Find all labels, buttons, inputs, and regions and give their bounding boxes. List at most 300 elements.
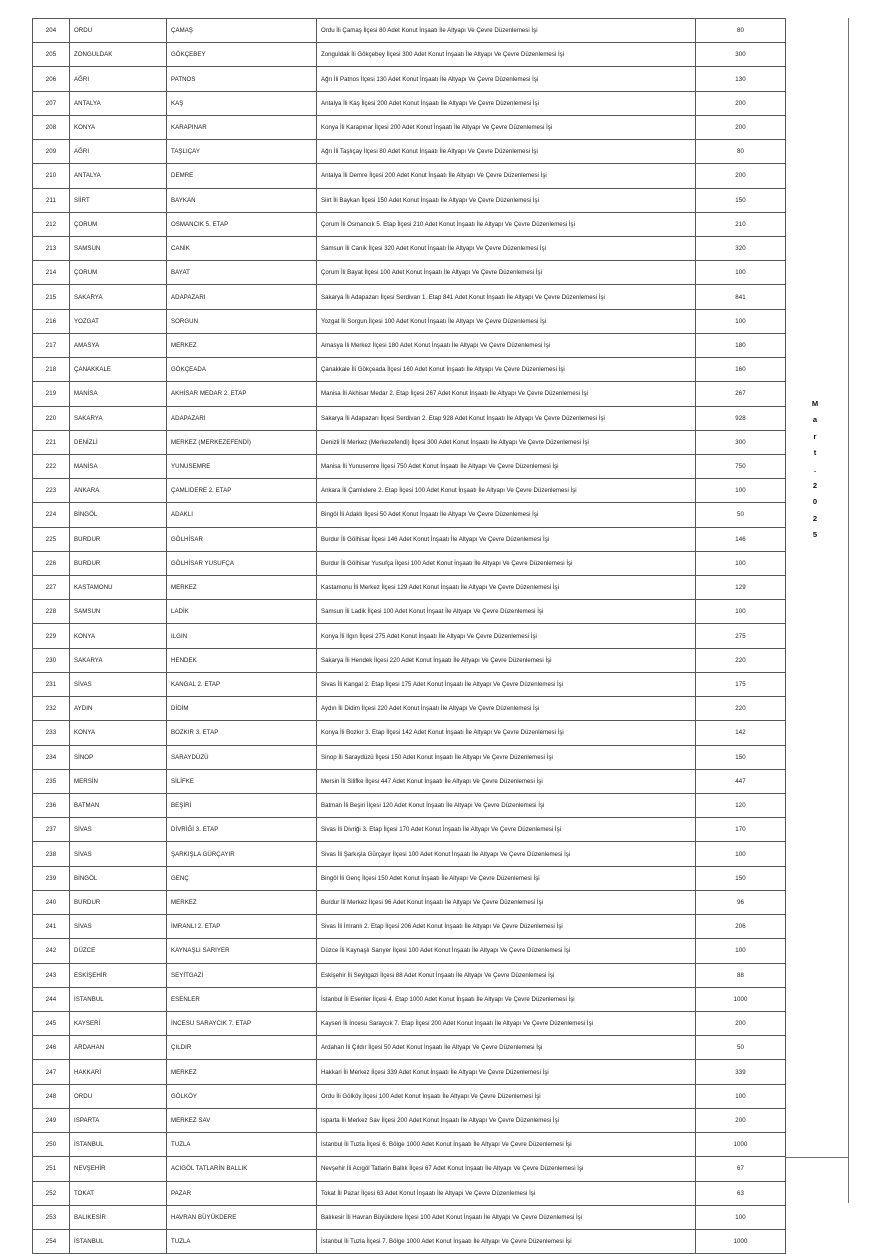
project-description: Sivas İli Kangal 2. Etap İlçesi 175 Adet Konut İnşaatı İle Altyapı Ve Çevre Düzenlemesi İşi: [317, 672, 696, 696]
table-row: [33, 382, 786, 406]
housing-count: 320: [696, 236, 786, 260]
housing-count: 146: [696, 527, 786, 551]
housing-count: 220: [696, 648, 786, 672]
date-letter: .: [813, 464, 817, 474]
province-name: İSTANBUL: [70, 1133, 167, 1157]
row-number: 252: [33, 1181, 70, 1205]
province-name: TOKAT: [70, 1181, 167, 1205]
housing-count: 1000: [696, 1133, 786, 1157]
housing-count: 750: [696, 454, 786, 478]
row-number: 223: [33, 479, 70, 503]
project-description: Hakkari İli Merkez İlçesi 339 Adet Konut İnşaatı İle Altyapı Ve Çevre Düzenlemesi İşi: [317, 1060, 696, 1084]
project-description: Mersin İli Silifke İlçesi 447 Adet Konut İnşaatı İle Altyapı Ve Çevre Düzenlemesi İşi: [317, 769, 696, 793]
housing-count: 150: [696, 866, 786, 890]
date-letter: 5: [812, 530, 818, 540]
district-name: BEŞİRİ: [167, 794, 317, 818]
province-name: BİNGÖL: [70, 503, 167, 527]
province-name: AĞRI: [70, 67, 167, 91]
province-name: BURDUR: [70, 527, 167, 551]
province-name: KAYSERİ: [70, 1011, 167, 1035]
row-number: 222: [33, 454, 70, 478]
housing-count: 50: [696, 1036, 786, 1060]
row-number: 207: [33, 91, 70, 115]
table-row: [33, 1011, 786, 1035]
project-description: Bingöl İli Adaklı İlçesi 50 Adet Konut İnşaatı İle Altyapı Ve Çevre Düzenlemesi İşi: [317, 503, 696, 527]
date-letter: 0: [812, 497, 818, 507]
table-row: [33, 212, 786, 236]
housing-count: 80: [696, 19, 786, 43]
project-description: Konya İli Ilgın İlçesi 275 Adet Konut İnşaatı İle Altyapı Ve Çevre Düzenlemesi İşi: [317, 624, 696, 648]
province-name: ANTALYA: [70, 91, 167, 115]
province-name: KONYA: [70, 115, 167, 139]
table-row: [33, 1181, 786, 1205]
housing-count: 100: [696, 1084, 786, 1108]
project-description: Nevşehir İli Acıgöl Tatlarin Ballık İlçesi 67 Adet Konut İnşaatı İle Altyapı Ve Çevre Düzenlemesi İşi: [317, 1157, 696, 1181]
housing-count: 63: [696, 1181, 786, 1205]
province-name: YOZGAT: [70, 309, 167, 333]
project-description: Ordu İli Gölköy İlçesi 100 Adet Konut İnşaatı İle Altyapı Ve Çevre Düzenlemesi İşi: [317, 1084, 696, 1108]
project-description: Samsun İli Canik İlçesi 320 Adet Konut İnşaatı İle Altyapı Ve Çevre Düzenlemesi İşi: [317, 236, 696, 260]
housing-count: 200: [696, 91, 786, 115]
project-description: İstanbul İli Esenler İlçesi 4. Etap 1000 Adet Konut İnşaatı İle Altyapı Ve Çevre Düzenlemesi İşi: [317, 987, 696, 1011]
district-name: GÖLHİSAR: [167, 527, 317, 551]
project-description: Sivas İli İmranlı 2. Etap İlçesi 206 Adet Konut İnşaatı İle Altyapı Ve Çevre Düzenlemesi İşi: [317, 915, 696, 939]
table-row: [33, 1060, 786, 1084]
table-row: [33, 188, 786, 212]
district-name: ÇILDIR: [167, 1036, 317, 1060]
project-description: Çorum İli Bayat İlçesi 100 Adet Konut İnşaatı İle Altyapı Ve Çevre Düzenlemesi İşi: [317, 261, 696, 285]
project-description: Aydın İli Didim İlçesi 220 Adet Konut İnşaatı İle Altyapı Ve Çevre Düzenlemesi İşi: [317, 697, 696, 721]
district-name: GÖLHİSAR YUSUFÇA: [167, 551, 317, 575]
row-number: 230: [33, 648, 70, 672]
housing-count: 928: [696, 406, 786, 430]
district-name: BOZKIR 3. ETAP: [167, 721, 317, 745]
project-description: Konya İli Karapınar İlçesi 200 Adet Konut İnşaatı İle Altyapı Ve Çevre Düzenlemesi İşi: [317, 115, 696, 139]
table-row: [33, 939, 786, 963]
row-number: 226: [33, 551, 70, 575]
row-number: 213: [33, 236, 70, 260]
province-name: BALIKESİR: [70, 1205, 167, 1229]
project-description: Kastamonu İli Merkez İlçesi 129 Adet Konut İnşaatı İle Altyapı Ve Çevre Düzenlemesi İşi: [317, 576, 696, 600]
province-name: MANİSA: [70, 382, 167, 406]
date-letter: 2: [812, 481, 818, 491]
table-row: [33, 987, 786, 1011]
table-row: [33, 333, 786, 357]
housing-count: 96: [696, 890, 786, 914]
housing-count: 100: [696, 842, 786, 866]
province-name: SİİRT: [70, 188, 167, 212]
province-name: AMASYA: [70, 333, 167, 357]
district-name: MERKEZ (MERKEZEFENDİ): [167, 430, 317, 454]
province-name: ÇANAKKALE: [70, 358, 167, 382]
district-name: ILGIN: [167, 624, 317, 648]
housing-count: 100: [696, 309, 786, 333]
table-row: [33, 1133, 786, 1157]
project-description: Antalya İli Demre İlçesi 200 Adet Konut İnşaatı İle Altyapı Ve Çevre Düzenlemesi İşi: [317, 164, 696, 188]
housing-count: 130: [696, 67, 786, 91]
district-name: ÇAMLIDERE 2. ETAP: [167, 479, 317, 503]
province-name: ÇORUM: [70, 261, 167, 285]
row-number: 236: [33, 794, 70, 818]
row-number: 248: [33, 1084, 70, 1108]
housing-count: 120: [696, 794, 786, 818]
province-name: SAMSUN: [70, 600, 167, 624]
province-name: MANİSA: [70, 454, 167, 478]
province-name: KONYA: [70, 624, 167, 648]
table-row: [33, 1205, 786, 1229]
province-name: NEVŞEHİR: [70, 1157, 167, 1181]
district-name: ÇAMAŞ: [167, 19, 317, 43]
date-letter: r: [813, 431, 817, 441]
project-description: Yozgat İli Sorgun İlçesi 100 Adet Konut İnşaatı İle Altyapı Ve Çevre Düzenlemesi İşi: [317, 309, 696, 333]
province-name: ANTALYA: [70, 164, 167, 188]
district-name: GÖKÇEBEY: [167, 43, 317, 67]
table-row: [33, 576, 786, 600]
district-name: PATNOS: [167, 67, 317, 91]
table-row: [33, 697, 786, 721]
table-row: [33, 745, 786, 769]
district-name: OSMANCIK 5. ETAP: [167, 212, 317, 236]
row-number: 216: [33, 309, 70, 333]
row-number: 209: [33, 140, 70, 164]
project-description: Bingöl İli Genç İlçesi 150 Adet Konut İnşaatı İle Altyapı Ve Çevre Düzenlemesi İşi: [317, 866, 696, 890]
project-description: Ardahan İli Çıldır İlçesi 50 Adet Konut İnşaatı İle Altyapı Ve Çevre Düzenlemesi İşi: [317, 1036, 696, 1060]
province-name: SİVAS: [70, 915, 167, 939]
project-description: Sivas İli Divriği 3. Etap İlçesi 170 Adet Konut İnşaatı İle Altyapı Ve Çevre Düzenlemesi İşi: [317, 818, 696, 842]
project-description: Ağrı İli Taşlıçay İlçesi 80 Adet Konut İnşaatı İle Altyapı Ve Çevre Düzenlemesi İşi: [317, 140, 696, 164]
row-number: 231: [33, 672, 70, 696]
row-number: 220: [33, 406, 70, 430]
housing-count: 447: [696, 769, 786, 793]
housing-count: 142: [696, 721, 786, 745]
table-row: [33, 1084, 786, 1108]
row-number: 247: [33, 1060, 70, 1084]
row-number: 208: [33, 115, 70, 139]
table-row: [33, 285, 786, 309]
district-name: SEYİTGAZİ: [167, 963, 317, 987]
province-name: HAKKARİ: [70, 1060, 167, 1084]
vertical-date-label: [803, 396, 827, 544]
table-row: [33, 915, 786, 939]
project-description: Sivas İli Şarkışla Gürçayır İlçesi 100 Adet Konut İnşaatı İle Altyapı Ve Çevre Düzenlemesi İşi: [317, 842, 696, 866]
row-number: 254: [33, 1229, 70, 1253]
row-number: 227: [33, 576, 70, 600]
district-name: DİDİM: [167, 697, 317, 721]
housing-count: 50: [696, 503, 786, 527]
housing-count: 339: [696, 1060, 786, 1084]
table-row: [33, 479, 786, 503]
housing-count: 200: [696, 1011, 786, 1035]
province-name: İSTANBUL: [70, 987, 167, 1011]
row-number: 232: [33, 697, 70, 721]
province-name: ORDU: [70, 19, 167, 43]
project-description: Denizli İli Merkez (Merkezefendi) İlçesi 300 Adet Konut İnşaatı İle Altyapı Ve Çevre Düzenlemesi İşi: [317, 430, 696, 454]
bottom-margin-rule: [785, 1157, 849, 1158]
province-name: MERSİN: [70, 769, 167, 793]
project-description: Zonguldak İli Gökçebey İlçesi 300 Adet Konut İnşaatı İle Altyapı Ve Çevre Düzenlemesi İşi: [317, 43, 696, 67]
housing-count: 180: [696, 333, 786, 357]
project-description: Sinop İli Saraydüzü İlçesi 150 Adet Konut İnşaatı İle Altyapı Ve Çevre Düzenlemesi İşi: [317, 745, 696, 769]
housing-count: 150: [696, 745, 786, 769]
district-name: YUNUSEMRE: [167, 454, 317, 478]
table-row: [33, 866, 786, 890]
province-name: BİNGÖL: [70, 866, 167, 890]
project-description: Çorum İli Osmancık 5. Etap İlçesi 210 Adet Konut İnşaatı İle Altyapı Ve Çevre Düzenlemesi İşi: [317, 212, 696, 236]
housing-count: 206: [696, 915, 786, 939]
housing-count: 220: [696, 697, 786, 721]
table-row: [33, 1229, 786, 1253]
district-name: HAVRAN BÜYÜKDERE: [167, 1205, 317, 1229]
district-name: TUZLA: [167, 1133, 317, 1157]
district-name: KAŞ: [167, 91, 317, 115]
district-name: MERKEZ: [167, 1060, 317, 1084]
table-row: [33, 1108, 786, 1132]
district-name: DİVRİĞİ 3. ETAP: [167, 818, 317, 842]
housing-count: 100: [696, 600, 786, 624]
table-row: [33, 236, 786, 260]
project-description: Ankara İli Çamlıdere 2. Etap İlçesi 100 Adet Konut İnşaatı İle Altyapı Ve Çevre Düzenlemesi İşi: [317, 479, 696, 503]
table-row: [33, 527, 786, 551]
table-row: [33, 67, 786, 91]
row-number: 234: [33, 745, 70, 769]
district-name: SORGUN: [167, 309, 317, 333]
project-description: Amasya İli Merkez İlçesi 180 Adet Konut İnşaatı İle Altyapı Ve Çevre Düzenlemesi İşi: [317, 333, 696, 357]
row-number: 221: [33, 430, 70, 454]
province-name: KONYA: [70, 721, 167, 745]
district-name: BAYAT: [167, 261, 317, 285]
row-number: 245: [33, 1011, 70, 1035]
row-number: 237: [33, 818, 70, 842]
right-margin-rule: [848, 18, 849, 1203]
district-name: MERKEZ: [167, 890, 317, 914]
housing-count: 129: [696, 576, 786, 600]
row-number: 250: [33, 1133, 70, 1157]
project-description: Siirt İli Baykan İlçesi 150 Adet Konut İnşaatı İle Altyapı Ve Çevre Düzenlemesi İşi: [317, 188, 696, 212]
table-row: [33, 842, 786, 866]
table-row: [33, 454, 786, 478]
table-row: [33, 672, 786, 696]
row-number: 228: [33, 600, 70, 624]
district-name: SİLİFKE: [167, 769, 317, 793]
project-description: Tokat İli Pazar İlçesi 63 Adet Konut İnşaatı İle Altyapı Ve Çevre Düzenlemesi İşi: [317, 1181, 696, 1205]
project-description: Eskişehir İli Seyitgazi İlçesi 88 Adet Konut İnşaatı İle Altyapı Ve Çevre Düzenlemesi İşi: [317, 963, 696, 987]
table-row: [33, 503, 786, 527]
district-name: ADAPAZARI: [167, 406, 317, 430]
province-name: BATMAN: [70, 794, 167, 818]
project-description: Kayseri İli İncesu Saraycık 7. Etap İlçesi 200 Adet Konut İnşaatı İle Altyapı Ve Çevre Düzenlemesi İşi: [317, 1011, 696, 1035]
project-description: Burdur İli Gölhisar İlçesi 146 Adet Konut İnşaatı İle Altyapı Ve Çevre Düzenlemesi İşi: [317, 527, 696, 551]
housing-count: 100: [696, 1205, 786, 1229]
district-name: ŞARKIŞLA GÜRÇAYIR: [167, 842, 317, 866]
housing-count: 210: [696, 212, 786, 236]
project-table-container: [32, 18, 785, 1254]
row-number: 219: [33, 382, 70, 406]
table-row: [33, 1157, 786, 1181]
district-name: KAYNAŞLI SARIYER: [167, 939, 317, 963]
row-number: 217: [33, 333, 70, 357]
province-name: ANKARA: [70, 479, 167, 503]
table-row: [33, 818, 786, 842]
province-name: KASTAMONU: [70, 576, 167, 600]
project-table: [32, 18, 786, 1254]
project-description: Ordu İli Çamaş İlçesi 80 Adet Konut İnşaatı İle Altyapı Ve Çevre Düzenlemesi İşi: [317, 19, 696, 43]
row-number: 249: [33, 1108, 70, 1132]
province-name: ISPARTA: [70, 1108, 167, 1132]
project-description: Burdur İli Gölhisar Yusufça İlçesi 100 Adet Konut İnşaatı İle Altyapı Ve Çevre Düzenlemesi İşi: [317, 551, 696, 575]
date-letter: M: [811, 399, 819, 408]
project-description: Batman İli Beşiri İlçesi 120 Adet Konut İnşaatı İle Altyapı Ve Çevre Düzenlemesi İşi: [317, 794, 696, 818]
table-row: [33, 600, 786, 624]
province-name: SİVAS: [70, 842, 167, 866]
housing-count: 267: [696, 382, 786, 406]
province-name: SAMSUN: [70, 236, 167, 260]
province-name: ESKİŞEHİR: [70, 963, 167, 987]
housing-count: 200: [696, 115, 786, 139]
district-name: MERKEZ SAV: [167, 1108, 317, 1132]
housing-count: 88: [696, 963, 786, 987]
table-row: [33, 140, 786, 164]
province-name: DÜZCE: [70, 939, 167, 963]
district-name: KARAPINAR: [167, 115, 317, 139]
row-number: 244: [33, 987, 70, 1011]
project-description: Konya İli Bozkır 3. Etap İlçesi 142 Adet Konut İnşaatı İle Altyapı Ve Çevre Düzenlemesi İşi: [317, 721, 696, 745]
project-description: Samsun İli Ladik İlçesi 100 Adet Konut İnşaat İle Altyapı Ve Çevre Düzenlemesi İşi: [317, 600, 696, 624]
table-row: [33, 1036, 786, 1060]
district-name: AKHİSAR MEDAR 2. ETAP: [167, 382, 317, 406]
table-row: [33, 890, 786, 914]
project-description: İstanbul İli Tuzla İlçesi 6. Bölge 1000 Adet Konut İnşaatı İle Altyapı Ve Çevre Düzenlemesi İşi: [317, 1133, 696, 1157]
housing-count: 300: [696, 430, 786, 454]
table-row: [33, 648, 786, 672]
province-name: SİVAS: [70, 818, 167, 842]
province-name: SİNOP: [70, 745, 167, 769]
housing-count: 80: [696, 140, 786, 164]
row-number: 214: [33, 261, 70, 285]
row-number: 246: [33, 1036, 70, 1060]
project-description: Sakarya İli Hendek İlçesi 220 Adet Konut İnşaatı İle Altyapı Ve Çevre Düzenlemesi İşi: [317, 648, 696, 672]
row-number: 204: [33, 19, 70, 43]
row-number: 253: [33, 1205, 70, 1229]
date-letter: a: [812, 415, 818, 425]
project-description: Manisa İli Yunusemre İlçesi 750 Adet Konut İnşaatı İle Altyapı Ve Çevre Düzenlemesi İşi: [317, 454, 696, 478]
district-name: TAŞLIÇAY: [167, 140, 317, 164]
table-row: [33, 261, 786, 285]
province-name: BURDUR: [70, 551, 167, 575]
district-name: MERKEZ: [167, 576, 317, 600]
district-name: PAZAR: [167, 1181, 317, 1205]
province-name: BURDUR: [70, 890, 167, 914]
row-number: 224: [33, 503, 70, 527]
housing-count: 300: [696, 43, 786, 67]
row-number: 205: [33, 43, 70, 67]
table-row: [33, 309, 786, 333]
row-number: 239: [33, 866, 70, 890]
table-row: [33, 358, 786, 382]
row-number: 233: [33, 721, 70, 745]
project-description: Balıkesir İli Havran Büyükdere İlçesi 100 Adet Konut İnşaatı İle Altyapı Ve Çevre Düzenlemesi İşi: [317, 1205, 696, 1229]
housing-count: 67: [696, 1157, 786, 1181]
project-description: İstanbul İli Tuzla İlçesi 7. Bölge 1000 Adet Konut İnşaatı İle Altyapı Ve Çevre Düzenlemesi İşi: [317, 1229, 696, 1253]
district-name: BAYKAN: [167, 188, 317, 212]
district-name: İNCESU SARAYCIK 7. ETAP: [167, 1011, 317, 1035]
province-name: SAKARYA: [70, 285, 167, 309]
date-letter: 2: [812, 513, 818, 523]
project-description: Burdur İli Merkez İlçesi 96 Adet Konut İnşaatı İle Altyapı Ve Çevre Düzenlemesi İşi: [317, 890, 696, 914]
province-name: ZONGULDAK: [70, 43, 167, 67]
row-number: 242: [33, 939, 70, 963]
district-name: GÖLKÖY: [167, 1084, 317, 1108]
housing-count: 170: [696, 818, 786, 842]
row-number: 235: [33, 769, 70, 793]
project-description: Sakarya İli Adapazarı İlçesi Serdivan 1. Etap 841 Adet Konut İnşaatı İle Altyapı Ve Çevre Düzenlemesi İşi: [317, 285, 696, 309]
housing-count: 175: [696, 672, 786, 696]
project-description: Çanakkale İli Gökçeada İlçesi 160 Adet Konut İnşaatı İle Altyapı Ve Çevre Düzenlemesi İşi: [317, 358, 696, 382]
table-row: [33, 406, 786, 430]
housing-count: 1000: [696, 987, 786, 1011]
district-name: DEMRE: [167, 164, 317, 188]
district-name: İMRANLI 2. ETAP: [167, 915, 317, 939]
table-row: [33, 91, 786, 115]
province-name: DENİZLİ: [70, 430, 167, 454]
row-number: 225: [33, 527, 70, 551]
housing-count: 841: [696, 285, 786, 309]
province-name: ARDAHAN: [70, 1036, 167, 1060]
district-name: LADİK: [167, 600, 317, 624]
table-row: [33, 963, 786, 987]
table-row: [33, 624, 786, 648]
row-number: 211: [33, 188, 70, 212]
project-description: Sakarya İli Adapazarı İlçesi Serdivan 2. Etap 928 Adet Konut İnşaatı İle Altyapı Ve Çevre Düzenlemesi İşi: [317, 406, 696, 430]
table-row: [33, 164, 786, 188]
project-description: Isparta İli Merkez Sav İlçesi 200 Adet Konut İnşaatı İle Altyapı Ve Çevre Düzenlemesi İşi: [317, 1108, 696, 1132]
row-number: 210: [33, 164, 70, 188]
project-table-body: [33, 19, 786, 1254]
district-name: ACIGÖL TATLARİN BALLIK: [167, 1157, 317, 1181]
project-description: Ağrı İli Patnos İlçesi 130 Adet Konut İnşaatı İle Altyapı Ve Çevre Düzenlemesi İşi: [317, 67, 696, 91]
housing-count: 275: [696, 624, 786, 648]
province-name: ÇORUM: [70, 212, 167, 236]
row-number: 215: [33, 285, 70, 309]
row-number: 241: [33, 915, 70, 939]
province-name: İSTANBUL: [70, 1229, 167, 1253]
housing-count: 150: [696, 188, 786, 212]
table-row: [33, 430, 786, 454]
housing-count: 200: [696, 164, 786, 188]
row-number: 212: [33, 212, 70, 236]
housing-count: 200: [696, 1108, 786, 1132]
table-row: [33, 794, 786, 818]
district-name: CANİK: [167, 236, 317, 260]
housing-count: 160: [696, 358, 786, 382]
table-row: [33, 115, 786, 139]
district-name: HENDEK: [167, 648, 317, 672]
district-name: GENÇ: [167, 866, 317, 890]
province-name: SAKARYA: [70, 406, 167, 430]
district-name: MERKEZ: [167, 333, 317, 357]
row-number: 229: [33, 624, 70, 648]
table-row: [33, 19, 786, 43]
row-number: 243: [33, 963, 70, 987]
table-row: [33, 721, 786, 745]
district-name: ESENLER: [167, 987, 317, 1011]
housing-count: 100: [696, 479, 786, 503]
project-description: Düzce İli Kaynaşlı Sarıyer İlçesi 100 Adet Konut İnşaatı İle Altyapı Ve Çevre Düzenlemesi İşi: [317, 939, 696, 963]
district-name: TUZLA: [167, 1229, 317, 1253]
housing-count: 100: [696, 939, 786, 963]
row-number: 206: [33, 67, 70, 91]
province-name: AĞRI: [70, 140, 167, 164]
project-description: Manisa İli Akhisar Medar 2. Etap İlçesi 267 Adet Konut İnşaatı İle Altyapı Ve Çevre Düzenlemesi İşi: [317, 382, 696, 406]
